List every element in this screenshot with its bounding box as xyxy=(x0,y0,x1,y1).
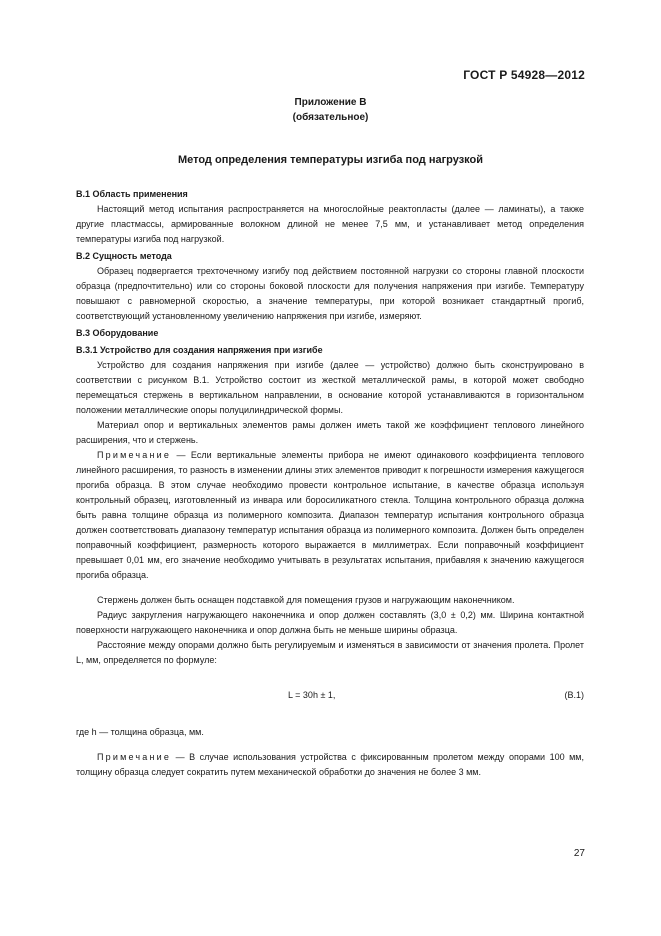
section-heading-b31: В.3.1 Устройство для создания напряжения при изгибе xyxy=(76,345,323,355)
section-heading-b3: В.3 Оборудование xyxy=(76,328,159,338)
paragraph: Образец подвергается трехточечному изгибу под действием постоянной нагрузки со стороны главной плоскости образца (предпочтительно) или со стороны боковой плоскости для получения напряжения при изгибе. Температуру повышают с равномерной скоростью, а значение температуры, при которой возникает стандартный прогиб, соответствующий установленному увеличению напряжения при изгибе, измеряют. xyxy=(76,266,584,321)
section-heading-b2: В.2 Сущность метода xyxy=(76,251,172,261)
note-text: — Если вертикальные элементы прибора не имеют одинакового коэффициента теплового линейного расширения, то разность в изменении длины этих элементов приводит к погрешности измерения кажущегося прогиба образца. В этом случае необходимо провести контрольное испытание, в качестве образца используя контрольный образец, изготовленный из инвара или боросиликатного стекла. Толщина контрольного образца должна быть равна толщине образца из полимерного композита. Диапазон температур испытания контрольного образца должен соответствовать диапазону температур испытания образца из полимерного композита. Должен быть определен поправочный коэффициент, размерность которого выражается в миллиметрах. Если поправочный коэффициент превышает 0,01 мм, его значение необходимо учитывать в результатах испытания, прибавляя к значению кажущегося прогиба образца. xyxy=(76,450,584,580)
annex-status: (обязательное) xyxy=(292,112,369,123)
note-paragraph xyxy=(76,448,584,583)
formula-explanation: где h — толщина образца, мм. xyxy=(76,727,204,737)
formula-row xyxy=(76,688,584,703)
note-label: Примечание xyxy=(97,450,172,460)
note-paragraph xyxy=(76,750,584,780)
note-label: Примечание xyxy=(97,752,172,762)
paragraph: Расстояние между опорами должно быть регулируемым и изменяться в зависимости от значения пролета. Пролет L, мм, определяется по формуле: xyxy=(76,640,584,665)
annex-title: Приложение В xyxy=(294,97,367,108)
paragraph: Стержень должен быть оснащен подставкой для помещения грузов и нагружающим наконечником. xyxy=(97,595,515,605)
formula-number: (В.1) xyxy=(564,690,584,700)
paragraph: Радиус закругления нагружающего наконечника и опор должен составлять (3,0 ± 0,2) мм. Ширина контактной поверхности нагружающего наконечника и опор должна быть не меньше ширины образца. xyxy=(76,610,584,635)
paragraph: Устройство для создания напряжения при изгибе (далее — устройство) должно быть сконструировано в соответствии с рисунком В.1. Устройство состоит из жесткой металлической рамы, в которой может свободно перемещаться стержень в вертикальном направлении, в основание которой устанавливаются в горизонтальном положении металлические опоры полуцилиндрической формы. xyxy=(76,360,584,415)
note-text: — В случае использования устройства с фиксированным пролетом между опорами 100 мм, толщину образца следует сократить путем механической обработки до значения не более 3 мм. xyxy=(76,752,584,777)
formula: L = 30h ± 1, xyxy=(288,690,336,700)
document-body xyxy=(76,185,584,780)
page-title: Метод определения температуры изгиба под нагрузкой xyxy=(177,154,484,166)
annex-heading xyxy=(0,95,661,125)
paragraph: Настоящий метод испытания распространяется на многослойные реактопласты (далее — ламинаты), а также другие пластмассы, армированные волокном длиной не менее 7,5 мм, и устанавливает метод определения температуры изгиба под нагрузкой. xyxy=(76,204,584,244)
section-heading-b1: В.1 Область применения xyxy=(76,189,188,199)
paragraph: Материал опор и вертикальных элементов рамы должен иметь такой же коэффициент теплового линейного расширения, что и стержень. xyxy=(76,420,584,445)
standard-number: ГОСТ Р 54928—2012 xyxy=(463,68,585,82)
page-number: 27 xyxy=(573,848,585,859)
